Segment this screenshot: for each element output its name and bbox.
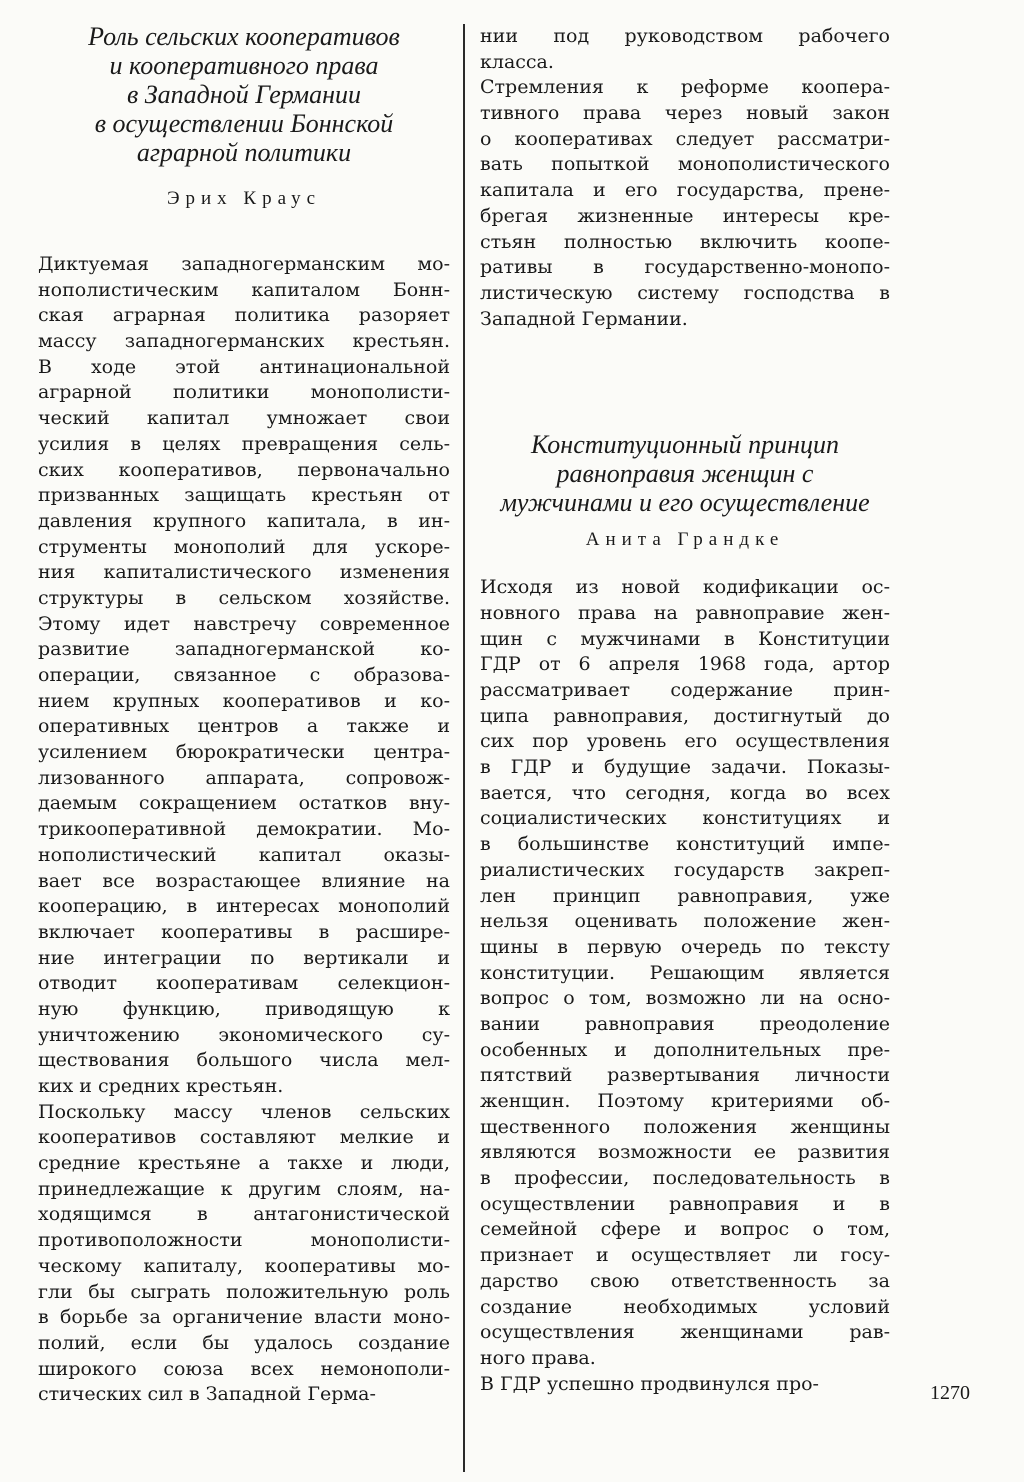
text-line: уничтожению экономического су- — [38, 1023, 450, 1046]
text-line: нополистический капитал оказы- — [38, 843, 450, 866]
text-line: ципа равноправия, достигнутый до — [480, 704, 890, 727]
text-line: создание необходимых условий — [480, 1295, 890, 1318]
text-line: ческий капитал умножает свои — [38, 407, 450, 430]
text-line: гли бы сыграть положительную роль — [38, 1280, 450, 1303]
text-line: Диктуемая западногерманским мо- — [38, 253, 450, 275]
text-line: ских кооперативов, первоначально — [38, 458, 450, 481]
text-line: ную функцию, приводящую к — [38, 997, 450, 1020]
text-line: давления крупного капитала, в ин- — [38, 509, 450, 532]
title-line: Роль сельских кооперативов — [88, 22, 400, 51]
title-line: в Западной Германии — [127, 80, 361, 109]
text-line: лен принцип равноправия, уже — [480, 884, 890, 907]
text-line: полий, если бы удалось создание — [38, 1331, 450, 1354]
text-line: нельзя оценивать положение жен- — [480, 910, 890, 933]
text-line: Поскольку массу членов сельских — [38, 1100, 450, 1123]
text-line: вается, что сегодня, когда во всех — [480, 781, 890, 804]
text-line: аграрной политики монополисти- — [38, 381, 450, 404]
title-line: равноправия женщин с — [556, 459, 814, 489]
text-line: В ходе этой антинациональной — [38, 355, 450, 378]
right-article-author: Анита Грандке — [585, 529, 785, 551]
text-line: Исходя из новой кодификации ос- — [480, 576, 890, 599]
text-line: структуры в сельском хозяйстве. — [38, 586, 450, 609]
text-line: операции, связанное с образова- — [38, 664, 450, 686]
text-line: в профессии, последовательность в — [480, 1167, 890, 1190]
paragraph — [480, 24, 890, 75]
text-line: средние крестьяне а такхе и люди, — [38, 1152, 450, 1175]
title-line: аграрной политики — [136, 138, 352, 167]
text-line: развитие западногерманской ко- — [38, 638, 450, 661]
paragraph — [480, 1372, 890, 1398]
text-line: усилением бюрократически центра- — [38, 741, 450, 764]
text-line: стьян полностью включить коопе- — [480, 230, 890, 253]
text-line: щественного положения женщины — [480, 1115, 890, 1138]
text-line: класса. — [480, 50, 554, 73]
text-line: вании равноправия преодоление — [480, 1012, 890, 1035]
text-line: трикооперативной демократии. Мо- — [38, 818, 450, 841]
text-line: нием крупных кооперативов и ко- — [38, 689, 450, 712]
text-line: ния капиталистического изменения — [38, 561, 450, 584]
text-line: ГДР от 6 апреля 1968 года, артор — [480, 653, 890, 676]
right-article-body — [480, 575, 890, 1397]
text-line: о кооперативах следует рассматри- — [480, 127, 890, 150]
text-line: в борьбе за органичение власти моно- — [38, 1306, 450, 1329]
paragraph — [38, 1100, 450, 1408]
text-line: семейной сфере и вопрос о том, — [480, 1218, 890, 1241]
paragraph — [38, 252, 450, 1100]
title-line: Конституционный принцип — [531, 430, 839, 460]
text-line: принедлежащие к другим слоям, на- — [38, 1177, 450, 1200]
text-line: щины в первую очередь по тексту — [480, 935, 890, 958]
text-line: рассматривает содержание прин- — [480, 679, 890, 701]
text-line: тивного права через новый закон — [480, 102, 890, 125]
text-line: конституции. Решающим является — [480, 961, 890, 984]
paragraph — [480, 75, 890, 332]
title-line: и кооперативного права — [109, 51, 379, 80]
left-article-body — [38, 252, 450, 1408]
text-line: нии под руководством рабочего — [480, 25, 890, 47]
text-line: лизованного аппарата, сопровож- — [38, 766, 450, 789]
text-line: ких и средних крестьян. — [38, 1075, 284, 1097]
text-line: являются возможности ее развития — [480, 1141, 890, 1164]
text-line: осуществлении равноправия и в — [480, 1192, 890, 1215]
left-article-author: Эрих Краус — [166, 188, 322, 209]
text-line: даемым сокращением остатков вну- — [38, 792, 450, 815]
text-line: вает все возрастающее влияние на — [38, 869, 450, 892]
continued-article-body — [480, 24, 890, 332]
text-line: особенных и дополнительных пре- — [480, 1038, 890, 1061]
right-column — [480, 0, 890, 1397]
text-line: риалистических государств закреп- — [480, 858, 890, 881]
text-line: в ГДР и будущие задачи. Показы- — [480, 756, 890, 779]
text-line: Этому идет навстречу современное — [38, 612, 450, 635]
left-article-title — [38, 22, 450, 167]
paragraph — [480, 575, 890, 1371]
text-line: ческому капиталу, кооперативы мо- — [38, 1254, 450, 1277]
text-line: листическую систему господства в — [480, 281, 890, 304]
text-line: кооперативов составляют мелкие и — [38, 1126, 450, 1149]
text-line: включает кооперативы в расшире- — [38, 920, 450, 943]
text-line: ние интеграции по вертикали и — [38, 946, 450, 969]
column-divider — [463, 24, 465, 1472]
left-column — [38, 0, 450, 1408]
text-line: стических сил в Западной Герма- — [38, 1383, 376, 1406]
text-line: противоположности монополисти- — [38, 1229, 450, 1252]
text-line: струменты монополий для ускоре- — [38, 535, 450, 558]
text-line: ного права. — [480, 1346, 596, 1369]
text-line: сих пор уровень его осуществления — [480, 730, 890, 753]
text-line: широкого союза всех немонополи- — [38, 1357, 450, 1380]
text-line: ративы в государственно-монопо- — [480, 256, 890, 279]
text-line: вать попыткой монополистического — [480, 153, 890, 176]
text-line: призванных защищать крестьян от — [38, 484, 450, 507]
text-line: ществования большого числа мел- — [38, 1049, 450, 1072]
text-line: нополистическим капиталом Бонн- — [38, 278, 450, 301]
text-line: брегая жизненные интересы кре- — [480, 204, 890, 227]
text-line: ская аграрная политика разоряет — [38, 304, 450, 327]
text-line: массу западногерманских крестьян. — [38, 330, 450, 353]
text-line: осуществления женщинами рав- — [480, 1321, 890, 1344]
text-line: женщин. Поэтому критериями об- — [480, 1090, 890, 1112]
text-line: Западной Германии. — [480, 307, 688, 330]
text-line: отводит кооперативам селекцион- — [38, 972, 450, 995]
text-line: признает и осуществляет ли госу- — [480, 1244, 890, 1267]
right-article-title — [480, 430, 890, 517]
text-line: новного права на равноправие жен- — [480, 601, 890, 624]
text-line: в большинстве конституций импе- — [480, 833, 890, 856]
text-line: пятствий развертывания личности — [480, 1064, 890, 1087]
title-line: мужчинами и его осуществление — [500, 488, 870, 518]
text-line: кооперацию, в интересах монополий — [38, 895, 450, 918]
text-line: щин с мужчинами в Конституции — [480, 627, 890, 650]
text-line: вопрос о том, возможно ли на осно- — [480, 987, 890, 1010]
text-line: дарство свою ответственность за — [480, 1269, 890, 1292]
text-line: социалистических конституциях и — [480, 807, 890, 830]
title-line: в осуществлении Боннской — [94, 109, 394, 138]
text-line: усилия в целях превращения сель- — [38, 432, 450, 455]
text-line: В ГДР успешно продвинулся про- — [480, 1372, 819, 1395]
text-line: капитала и его государства, прене- — [480, 179, 890, 202]
text-line: Стремления к реформе коопера- — [480, 76, 890, 99]
text-line: ходящимся в антагонистической — [38, 1203, 450, 1226]
text-line: оперативных центров а также и — [38, 715, 450, 738]
page-number: 1270 — [930, 1382, 970, 1404]
